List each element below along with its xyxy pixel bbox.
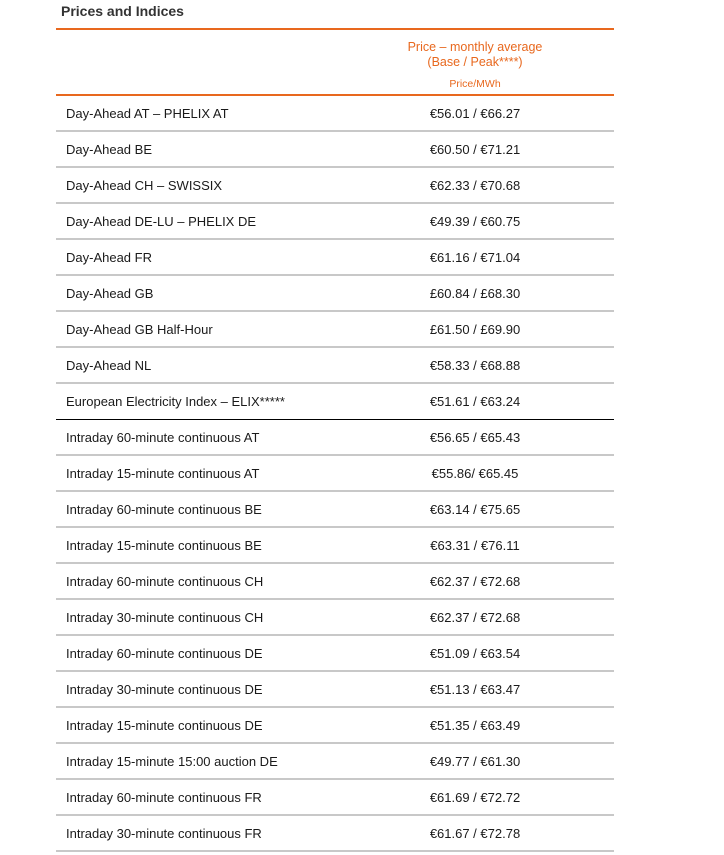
index-name: Day-Ahead GB Half-Hour bbox=[66, 322, 213, 337]
index-name: Intraday 60-minute continuous AT bbox=[66, 430, 260, 445]
price-value: €56.01 / €66.27 bbox=[429, 106, 521, 121]
table-row bbox=[56, 384, 614, 420]
price-value: €61.67 / €72.78 bbox=[429, 826, 521, 841]
price-value: €61.16 / €71.04 bbox=[429, 250, 521, 265]
table-row bbox=[56, 636, 614, 672]
price-value: €63.31 / €76.11 bbox=[430, 538, 520, 553]
table-row bbox=[56, 96, 614, 132]
index-name: Intraday 30-minute continuous FR bbox=[66, 826, 262, 841]
price-column-title: Price – monthly average bbox=[407, 40, 543, 54]
table-row bbox=[56, 456, 614, 492]
table-row bbox=[56, 492, 614, 528]
index-name: Intraday 60-minute continuous FR bbox=[66, 790, 262, 805]
index-name: Intraday 15-minute continuous AT bbox=[66, 466, 260, 481]
price-value: €62.33 / €70.68 bbox=[429, 178, 521, 193]
table-row bbox=[56, 132, 614, 168]
table-row bbox=[56, 600, 614, 636]
index-name: Intraday 60-minute continuous DE bbox=[66, 646, 263, 661]
table-row bbox=[56, 744, 614, 780]
price-value: £60.84 / £68.30 bbox=[429, 286, 521, 301]
index-name: Intraday 15-minute continuous BE bbox=[66, 538, 262, 553]
table-row bbox=[56, 780, 614, 816]
price-value: €51.09 / €63.54 bbox=[429, 646, 521, 661]
table-row bbox=[56, 168, 614, 204]
table-row bbox=[56, 528, 614, 564]
index-name: Intraday 30-minute continuous DE bbox=[66, 682, 263, 697]
table-row bbox=[56, 708, 614, 744]
price-unit-label: Price/MWh bbox=[449, 78, 501, 90]
price-value: €62.37 / €72.68 bbox=[429, 610, 521, 625]
table-row bbox=[56, 204, 614, 240]
index-name: Intraday 60-minute continuous BE bbox=[66, 502, 262, 517]
price-column-header bbox=[346, 40, 604, 70]
index-name: Day-Ahead GB bbox=[66, 286, 154, 301]
price-value: £61.50 / £69.90 bbox=[429, 322, 521, 337]
table-row bbox=[56, 348, 614, 384]
price-value: €60.50 / €71.21 bbox=[429, 142, 521, 157]
table-row bbox=[56, 240, 614, 276]
index-name: Intraday 30-minute continuous CH bbox=[66, 610, 264, 625]
price-value: €49.77 / €61.30 bbox=[429, 754, 521, 769]
price-value: €56.65 / €65.43 bbox=[429, 430, 521, 445]
table-row bbox=[56, 312, 614, 348]
price-column-subtitle: (Base / Peak****) bbox=[427, 55, 523, 69]
index-name: Day-Ahead AT – PHELIX AT bbox=[66, 106, 229, 121]
price-value: €62.37 / €72.68 bbox=[429, 574, 521, 589]
price-value: €51.61 / €63.24 bbox=[429, 394, 521, 409]
price-value: €49.39 / €60.75 bbox=[429, 214, 521, 229]
table-row bbox=[56, 564, 614, 600]
index-name: Day-Ahead CH – SWISSIX bbox=[66, 178, 223, 193]
index-name: European Electricity Index – ELIX***** bbox=[66, 394, 285, 409]
index-name: Day-Ahead BE bbox=[66, 142, 152, 157]
table-header bbox=[56, 28, 614, 96]
table-row bbox=[56, 816, 614, 852]
index-name: Intraday 60-minute continuous CH bbox=[66, 574, 264, 589]
price-value: €55.86/ €65.45 bbox=[431, 466, 519, 481]
price-value: €58.33 / €68.88 bbox=[429, 358, 521, 373]
table-row bbox=[56, 420, 614, 456]
index-name: Intraday 15-minute 15:00 auction DE bbox=[66, 754, 278, 769]
table-row bbox=[56, 672, 614, 708]
table-row bbox=[56, 276, 614, 312]
price-value: €51.35 / €63.49 bbox=[429, 718, 521, 733]
price-value: €63.14 / €75.65 bbox=[429, 502, 521, 517]
table-body bbox=[56, 96, 614, 852]
index-name: Intraday 15-minute continuous DE bbox=[66, 718, 263, 733]
price-value: €61.69 / €72.72 bbox=[429, 790, 521, 805]
prices-table bbox=[56, 28, 614, 852]
index-name: Day-Ahead FR bbox=[66, 250, 152, 265]
index-name: Day-Ahead DE-LU – PHELIX DE bbox=[66, 214, 257, 229]
index-name: Day-Ahead NL bbox=[66, 358, 152, 373]
page-title: Prices and Indices bbox=[61, 3, 184, 19]
price-value: €51.13 / €63.47 bbox=[429, 682, 521, 697]
